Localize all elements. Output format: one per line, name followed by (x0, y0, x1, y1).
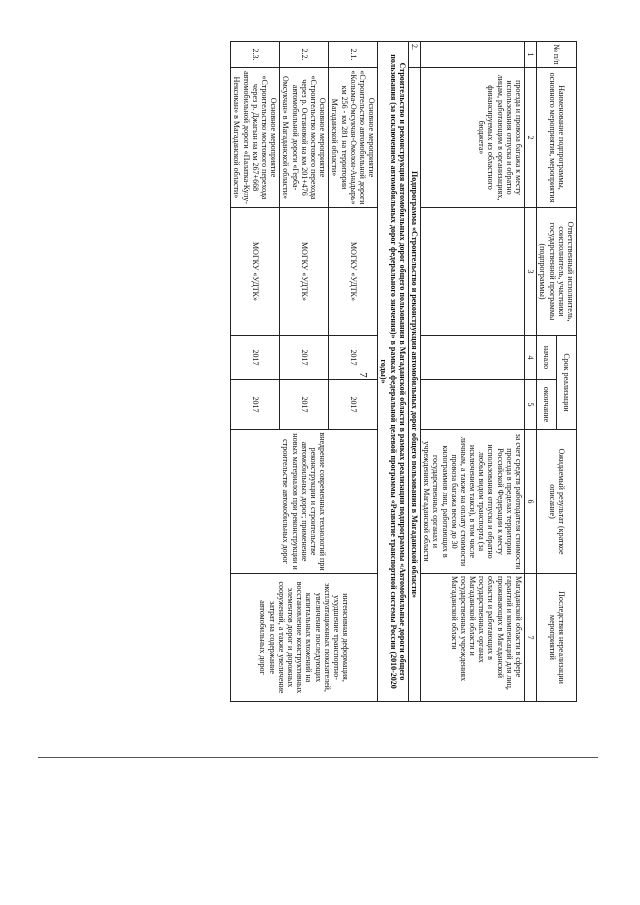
row-executor: МОГКУ «УДТК» (280, 208, 329, 336)
row-num (421, 42, 525, 68)
col-number: 1 (525, 42, 537, 68)
row-num: 2.2. (280, 42, 329, 68)
col-number: 3 (525, 208, 537, 336)
row-start (421, 336, 525, 380)
row-start: 2017 (329, 336, 378, 380)
row-executor (421, 208, 525, 336)
row-start: 2017 (231, 336, 280, 380)
table-row (421, 42, 525, 702)
row-end: 2017 (280, 380, 329, 430)
header-name: Наименование подпрограммы, основного мероприятия, мероприятия (537, 68, 577, 208)
row-consequences: интенсивная деформация, ухудшение транспортно-эксплуатационных показателей, увеличение последующих капитальных вложений на восстановление конструктивных элементов дорог и дорожных сооружений, а также увеличение затрат на содержание автомобильных дорог (231, 574, 378, 702)
row-name: проезда и провоза багажа к месту использования отпуска и обратно лицам, работающим в организациях, финансируемых из областного бюджета» (421, 68, 525, 208)
row-num: 2.1. (329, 42, 378, 68)
row-num: 2.3. (231, 42, 280, 68)
col-number: 4 (525, 336, 537, 380)
row-name: Основное мероприятие «Строительство мостового перехода через р. Остановой на км 201+476 автомобильной дороги «Герба-Омсукчан» в Магаданской области» (280, 68, 329, 208)
row-executor: МОГКУ «УДТК» (231, 208, 280, 336)
measures-table (230, 41, 577, 702)
row-executor: МОГКУ «УДТК» (329, 208, 378, 336)
col-number: 2 (525, 68, 537, 208)
row-end (421, 380, 525, 430)
row-name: Основное мероприятие «Строительство мостового перехода через р. Джагын на км 267+668 автомобильной дороги «Палатка-Кулу-Нексикан» в Магаданской области» (231, 68, 280, 208)
header-start: начало (537, 336, 557, 380)
col-number: 6 (525, 430, 537, 574)
header-term: Срок реализации (557, 336, 577, 430)
section-num: 2. (408, 42, 420, 68)
page-number: 7 (356, 372, 369, 378)
subheader-row (378, 42, 409, 702)
header-num: № п/п (537, 42, 577, 68)
header-executor: Ответственный исполнитель, соисполнитель, участники государственной программы (подпрограммы) (537, 208, 577, 336)
section-row (408, 42, 420, 702)
horizontal-rule (38, 757, 598, 758)
col-number: 7 (525, 574, 537, 702)
section-title: Подпрограмма «Строительство и реконструкция автомобильных дорог общего пользования в Магаданской области» (408, 68, 420, 702)
row-start: 2017 (280, 336, 329, 380)
header-consequences: Последствия нереализации мероприятий (537, 574, 577, 702)
row-result: за счет средств работодателя стоимости проезда в пределах территории Российской Федерации к месту использования отпуска и обратно любым видом транспорта (за исключением такси), в том числе личным, а также на оплату стоимости провоза багажа весом до 30 килограммов лиц, работающих в государственных органах и учреждениях Магаданской области (421, 430, 525, 574)
row-end: 2017 (231, 380, 280, 430)
subheader: Строительство и реконструкция автомобильных дорог общего пользования в Магаданской области в рамках реализации подпрограммы «Автомобильные дороги общего пользования (за исключением автомобильных дорог федерального значения)» в рамках федеральной целевой программы «Развитие транспортной системы России (2010-2020 годы)» (378, 42, 409, 702)
row-result: внедрение современных технологий при реконструкции и строительстве автомобильных дорог; применение новых материалов при реконструкции и строительстве автомобильных дорог (231, 430, 378, 574)
header-end: окончание (537, 380, 557, 430)
row-end: 2017 (329, 380, 378, 430)
column-number-row (525, 42, 537, 702)
row-consequences: Магаданской области в сфере гарантий и компенсаций для лиц, проживающих в Магаданской области и работающих в государственных органах Магаданской области и государственных учреждениях Магаданской области (421, 574, 525, 702)
table-row (329, 42, 378, 702)
header-result: Ожидаемый результат (краткое описание) (537, 430, 577, 574)
header-row (557, 42, 577, 702)
col-number: 5 (525, 380, 537, 430)
row-name: Основное мероприятие «Строительство автомобильной дороги «Колыма-Омсукчан-Омолон-Анадырь» км 256 - км 281 на территории Магаданской области» (329, 68, 378, 208)
rotated-table-sheet (91, 41, 577, 701)
